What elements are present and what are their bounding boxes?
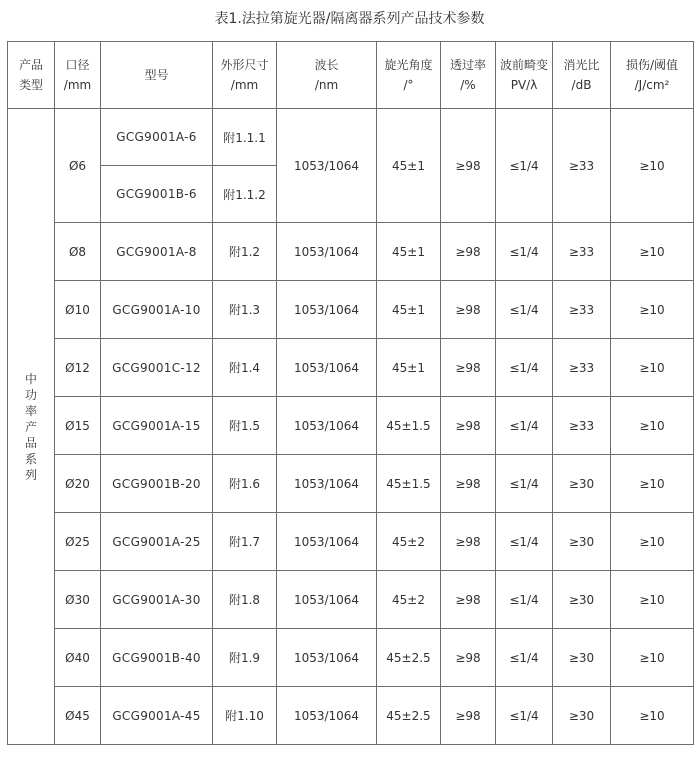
aperture-cell: Ø6 (55, 109, 101, 223)
extinction-cell: ≥30 (553, 571, 611, 629)
transmission-cell: ≥98 (441, 629, 496, 687)
dimension-cell: 附1.7 (213, 513, 277, 571)
dimension-cell: 附1.1.2 (213, 166, 277, 223)
model-cell: GCG9001B-40 (101, 629, 213, 687)
aperture-cell: Ø45 (55, 687, 101, 745)
rotation-cell: 45±1 (377, 223, 441, 281)
header-model: 型号 (101, 42, 213, 109)
wavefront-cell: ≤1/4 (496, 109, 553, 223)
header-aperture: 口径 /mm (55, 42, 101, 109)
dimension-cell: 附1.5 (213, 397, 277, 455)
wavelength-cell: 1053/1064 (277, 629, 377, 687)
table-row (8, 223, 694, 281)
model-cell: GCG9001B-20 (101, 455, 213, 513)
damage-cell: ≥10 (611, 571, 694, 629)
table-row (8, 281, 694, 339)
extinction-cell: ≥30 (553, 455, 611, 513)
header-damage: 损伤/阈值 /J/cm² (611, 42, 694, 109)
table-row (8, 455, 694, 513)
extinction-cell: ≥30 (553, 513, 611, 571)
dimension-cell: 附1.8 (213, 571, 277, 629)
extinction-cell: ≥30 (553, 629, 611, 687)
damage-cell: ≥10 (611, 281, 694, 339)
transmission-cell: ≥98 (441, 339, 496, 397)
table-row (8, 339, 694, 397)
wavelength-cell: 1053/1064 (277, 281, 377, 339)
model-cell: GCG9001A-8 (101, 223, 213, 281)
table-title: 表1.法拉第旋光器/隔离器系列产品技术参数 (214, 11, 485, 27)
aperture-cell: Ø12 (55, 339, 101, 397)
aperture-cell: Ø30 (55, 571, 101, 629)
wavelength-cell: 1053/1064 (277, 397, 377, 455)
model-cell: GCG9001A-30 (101, 571, 213, 629)
damage-cell: ≥10 (611, 687, 694, 745)
dimension-cell: 附1.4 (213, 339, 277, 397)
model-cell: GCG9001A-15 (101, 397, 213, 455)
rotation-cell: 45±1 (377, 339, 441, 397)
wavelength-cell: 1053/1064 (277, 339, 377, 397)
rotation-cell: 45±2.5 (377, 687, 441, 745)
header-wavelength: 波长 /nm (277, 42, 377, 109)
transmission-cell: ≥98 (441, 687, 496, 745)
aperture-cell: Ø25 (55, 513, 101, 571)
dimension-cell: 附1.9 (213, 629, 277, 687)
table-row (8, 109, 694, 166)
aperture-cell: Ø10 (55, 281, 101, 339)
aperture-cell: Ø40 (55, 629, 101, 687)
rotation-cell: 45±2.5 (377, 629, 441, 687)
model-cell: GCG9001A-25 (101, 513, 213, 571)
extinction-cell: ≥33 (553, 397, 611, 455)
wavefront-cell: ≤1/4 (496, 687, 553, 745)
header-transmission: 透过率 /% (441, 42, 496, 109)
header-category: 产品 类型 (8, 42, 55, 109)
dimension-cell: 附1.6 (213, 455, 277, 513)
dimension-cell: 附1.2 (213, 223, 277, 281)
header-extinction: 消光比 /dB (553, 42, 611, 109)
spec-table (7, 41, 694, 745)
transmission-cell: ≥98 (441, 513, 496, 571)
wavefront-cell: ≤1/4 (496, 397, 553, 455)
model-cell: GCG9001A-45 (101, 687, 213, 745)
transmission-cell: ≥98 (441, 223, 496, 281)
wavefront-cell: ≤1/4 (496, 513, 553, 571)
wavelength-cell: 1053/1064 (277, 109, 377, 223)
wavelength-cell: 1053/1064 (277, 513, 377, 571)
transmission-cell: ≥98 (441, 455, 496, 513)
wavefront-cell: ≤1/4 (496, 455, 553, 513)
wavelength-cell: 1053/1064 (277, 223, 377, 281)
damage-cell: ≥10 (611, 397, 694, 455)
extinction-cell: ≥33 (553, 109, 611, 223)
model-cell: GCG9001A-10 (101, 281, 213, 339)
transmission-cell: ≥98 (441, 109, 496, 223)
wavefront-cell: ≤1/4 (496, 223, 553, 281)
header-dimensions: 外形尺寸 /mm (213, 42, 277, 109)
wavefront-cell: ≤1/4 (496, 571, 553, 629)
wavefront-cell: ≤1/4 (496, 629, 553, 687)
wavelength-cell: 1053/1064 (277, 571, 377, 629)
aperture-cell: Ø15 (55, 397, 101, 455)
extinction-cell: ≥33 (553, 339, 611, 397)
extinction-cell: ≥30 (553, 687, 611, 745)
damage-cell: ≥10 (611, 513, 694, 571)
category-cell: 中功率产品系列 (8, 109, 55, 745)
extinction-cell: ≥33 (553, 281, 611, 339)
transmission-cell: ≥98 (441, 397, 496, 455)
wavefront-cell: ≤1/4 (496, 281, 553, 339)
table-row (8, 629, 694, 687)
rotation-cell: 45±2 (377, 571, 441, 629)
damage-cell: ≥10 (611, 223, 694, 281)
dimension-cell: 附1.3 (213, 281, 277, 339)
table-row (8, 513, 694, 571)
damage-cell: ≥10 (611, 339, 694, 397)
transmission-cell: ≥98 (441, 281, 496, 339)
rotation-cell: 45±1.5 (377, 455, 441, 513)
table-row (8, 397, 694, 455)
wavefront-cell: ≤1/4 (496, 339, 553, 397)
dimension-cell: 附1.10 (213, 687, 277, 745)
wavelength-cell: 1053/1064 (277, 455, 377, 513)
dimension-cell: 附1.1.1 (213, 109, 277, 166)
rotation-cell: 45±1 (377, 281, 441, 339)
extinction-cell: ≥33 (553, 223, 611, 281)
aperture-cell: Ø8 (55, 223, 101, 281)
model-cell: GCG9001B-6 (101, 166, 213, 223)
damage-cell: ≥10 (611, 109, 694, 223)
model-cell: GCG9001C-12 (101, 339, 213, 397)
rotation-cell: 45±2 (377, 513, 441, 571)
wavelength-cell: 1053/1064 (277, 687, 377, 745)
aperture-cell: Ø20 (55, 455, 101, 513)
model-cell: GCG9001A-6 (101, 109, 213, 166)
header-rotation: 旋光角度 /° (377, 42, 441, 109)
table-row (8, 571, 694, 629)
transmission-cell: ≥98 (441, 571, 496, 629)
rotation-cell: 45±1.5 (377, 397, 441, 455)
header-row (8, 42, 694, 109)
damage-cell: ≥10 (611, 455, 694, 513)
damage-cell: ≥10 (611, 629, 694, 687)
header-wavefront: 波前畸变 PV/λ (496, 42, 553, 109)
rotation-cell: 45±1 (377, 109, 441, 223)
table-row (8, 687, 694, 745)
